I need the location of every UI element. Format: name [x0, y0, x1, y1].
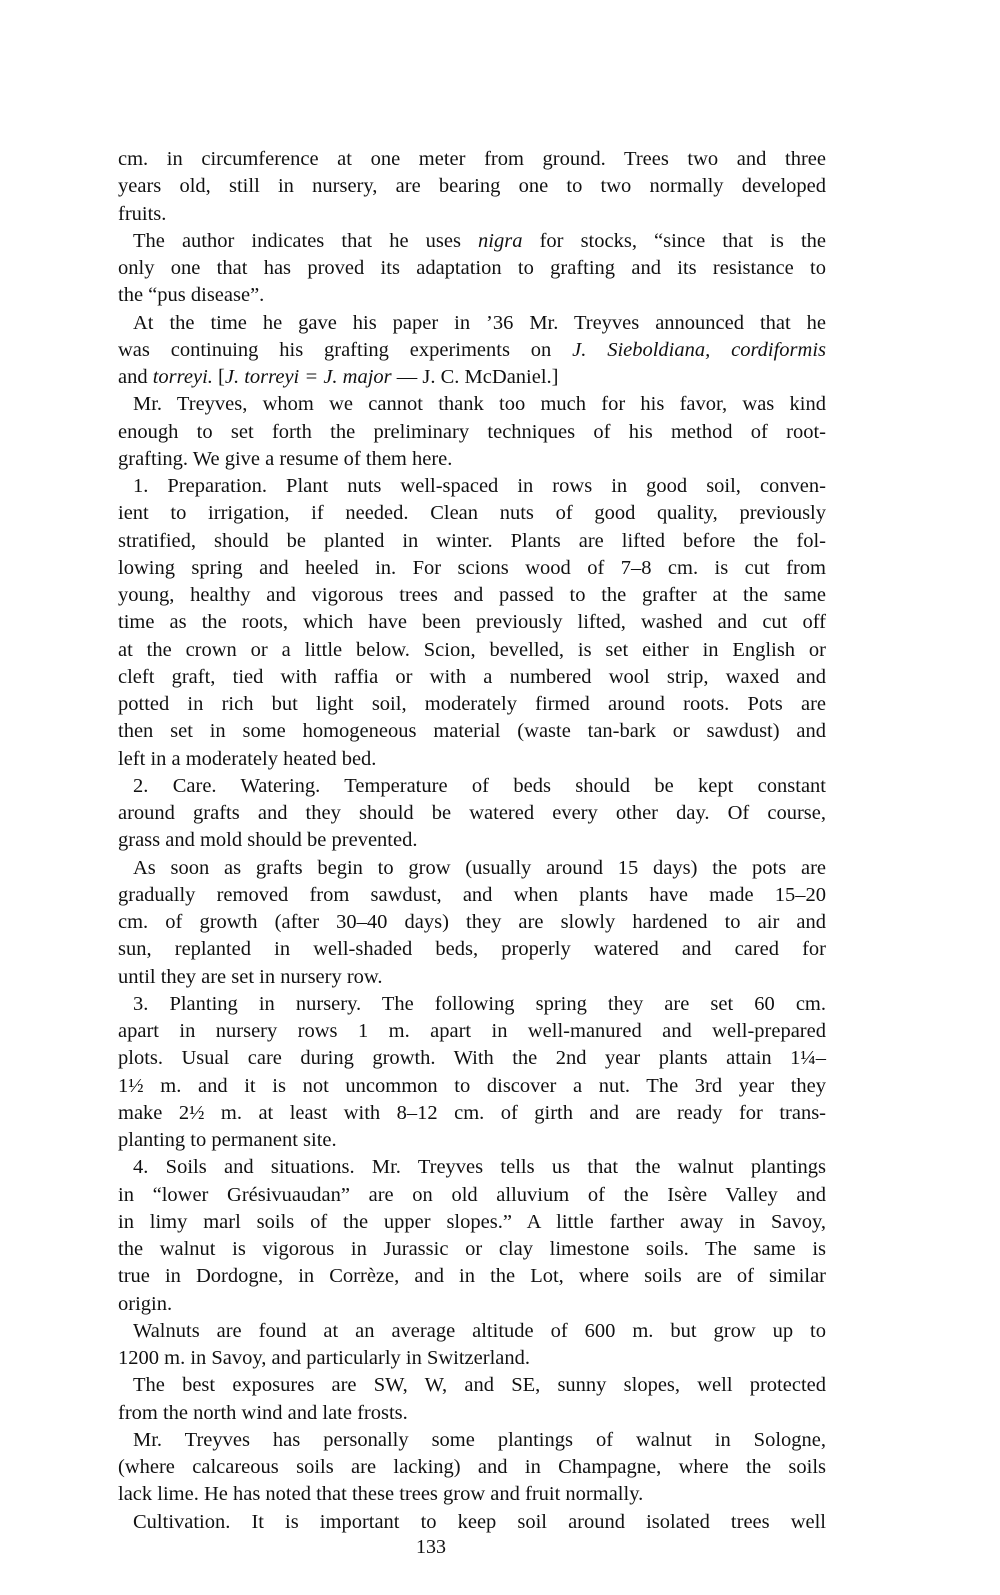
text-line: grass and mold should be prevented.	[118, 829, 418, 852]
text-line: young, healthy and vigorous trees and passed to the grafter at the same	[118, 584, 826, 606]
text-line: 2. Care. Watering. Temperature of beds should be kept constant	[133, 774, 826, 797]
text-line: planting to permanent site.	[118, 1129, 337, 1151]
text-line	[118, 228, 826, 255]
text-line: origin.	[118, 1292, 173, 1315]
text-line	[118, 364, 826, 391]
text-line: cm. in circumference at one meter from ground. Trees two and three	[118, 148, 826, 170]
text-line: true in Dordogne, in Corrèze, and in the Lot, where soils are of similar	[118, 1265, 826, 1288]
text-line: Walnuts are found at an average altitude of 600 m. but grow up to	[133, 1319, 826, 1342]
italic-text: torreyi.	[152, 366, 213, 388]
text-line: Mr. Treyves, whom we cannot thank too much for his favor, was kind	[133, 393, 826, 416]
page-number: 133	[416, 1536, 446, 1558]
text-line: make 2½ m. at least with 8–12 cm. of girth and are ready for trans-	[118, 1101, 826, 1124]
italic-text: J. Sieboldiana, cordiformis	[572, 338, 827, 361]
text-line: the “pus disease”.	[118, 284, 265, 307]
text-line: enough to set forth the preliminary techniques of his method of root-	[118, 420, 826, 443]
text-segment: [	[212, 366, 225, 388]
text-segment: The author indicates that he uses	[133, 229, 479, 252]
italic-text: nigra	[478, 229, 523, 252]
text-line: The best exposures are SW, W, and SE, sunny slopes, well protected	[133, 1374, 826, 1397]
text-line: at the crown or a little below. Scion, bevelled, is set either in English or	[118, 638, 826, 661]
italic-text: J. torreyi = J. major	[224, 366, 392, 388]
text-line: fruits.	[118, 202, 167, 225]
text-line: 3. Planting in nursery. The following spring they are set 60 cm.	[133, 992, 826, 1015]
text-line: 1½ m. and it is not uncommon to discover a nut. The 3rd year they	[118, 1074, 826, 1097]
text-line: (where calcareous soils are lacking) and in Champagne, where the soils	[118, 1456, 826, 1478]
text-line: sun, replanted in well-shaded beds, properly watered and cared for	[118, 938, 826, 961]
text-line: left in a moderately heated bed.	[118, 747, 377, 770]
text-line: As soon as grafts begin to grow (usually around 15 days) the pots are	[133, 856, 826, 879]
text-segment: — J. C. McDaniel.]	[391, 366, 559, 388]
text-line: Mr. Treyves has personally some plantings of walnut in Sologne,	[133, 1428, 826, 1451]
text-line: from the north wind and late frosts.	[118, 1401, 408, 1424]
text-line: apart in nursery rows 1 m. apart in well-manured and well-prepared	[118, 1020, 826, 1042]
text-line: cleft graft, tied with raffia or with a numbered wool strip, waxed and	[118, 665, 826, 688]
text-line: in limy marl soils of the upper slopes.” A little farther away in Savoy,	[118, 1210, 826, 1233]
text-segment: for stocks, “since that is the	[522, 229, 826, 252]
text-line: stratified, should be planted in winter. Plants are lifted before the fol-	[118, 529, 826, 552]
text-line: time as the roots, which have been previously lifted, washed and cut off	[118, 611, 826, 634]
text-line: then set in some homogeneous material (waste tan-bark or sawdust) and	[118, 720, 826, 743]
text-line: the walnut is vigorous in Jurassic or clay limestone soils. The same is	[118, 1238, 826, 1260]
text-line: around grafts and they should be watered every other day. Of course,	[118, 802, 826, 824]
text-line: until they are set in nursery row.	[118, 965, 383, 988]
body-text	[118, 146, 826, 1536]
text-line: gradually removed from sawdust, and when plants have made 15–20	[118, 883, 826, 906]
text-line: Cultivation. It is important to keep soil around isolated trees well	[133, 1510, 826, 1533]
text-segment: and	[118, 366, 153, 388]
text-line: grafting. We give a resume of them here.	[118, 447, 453, 470]
text-line: years old, still in nursery, are bearing one to two normally developed	[118, 175, 826, 198]
text-line: 1200 m. in Savoy, and particularly in Switzerland.	[118, 1347, 531, 1369]
text-line: 4. Soils and situations. Mr. Treyves tells us that the walnut plantings	[133, 1156, 826, 1179]
text-line: lowing spring and heeled in. For scions wood of 7–8 cm. is cut from	[118, 556, 826, 579]
text-segment: was continuing his grafting experiments on	[118, 338, 573, 361]
text-line: 1. Preparation. Plant nuts well-spaced in rows in good soil, conven-	[133, 475, 826, 497]
text-line: in “lower Grésivuaudan” are on old alluvium of the Isère Valley and	[118, 1183, 826, 1206]
text-line: plots. Usual care during growth. With the 2nd year plants attain 1¼–	[118, 1047, 826, 1070]
text-line: potted in rich but light soil, moderately firmed around roots. Pots are	[118, 693, 826, 715]
text-line: only one that has proved its adaptation to grafting and its resistance to	[118, 257, 826, 279]
text-line: cm. of growth (after 30–40 days) they are slowly hardened to air and	[118, 911, 826, 933]
text-line: At the time he gave his paper in ’36 Mr. Treyves announced that he	[133, 311, 826, 334]
text-line: ient to irrigation, if needed. Clean nuts of good quality, previously	[118, 502, 826, 525]
text-line	[118, 337, 826, 364]
text-line: lack lime. He has noted that these trees grow and fruit normally.	[118, 1483, 644, 1506]
